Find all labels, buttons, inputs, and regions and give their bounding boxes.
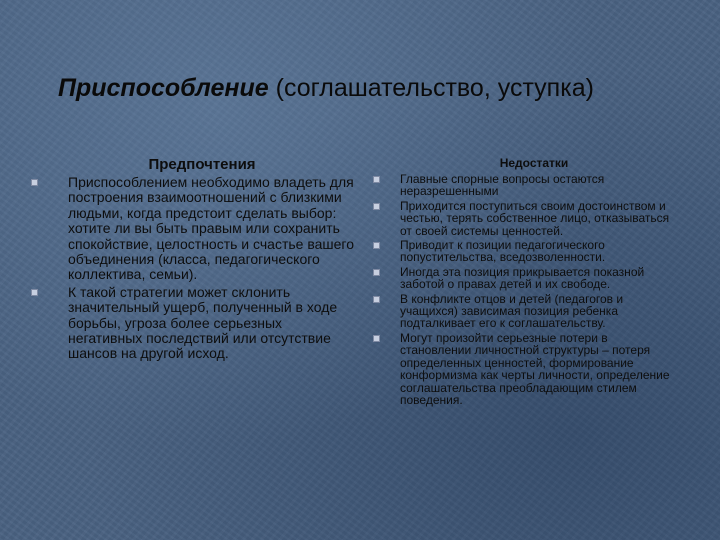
list-item	[372, 266, 672, 291]
bullet-icon	[31, 289, 38, 296]
slide-title-rest: (соглашательство, уступка)	[268, 74, 594, 102]
list-item-text: К такой стратегии может склонить значительный ущерб, полученный в ходе борьбы, угроза более серьезных негативных последствий или отсутствие шансов на другой исход.	[68, 283, 338, 362]
disadvantages-column	[372, 156, 672, 408]
list-item	[28, 285, 358, 362]
bullet-icon	[373, 296, 380, 303]
advantages-heading: Предпочтения	[148, 156, 256, 173]
list-item	[372, 173, 672, 198]
list-item-text: Приходится поступиться своим достоинством и честью, терять собственное лицо, отказываться от своей системы ценностей.	[400, 198, 670, 238]
list-item-text: Главные спорные вопросы остаются неразрешенными	[400, 172, 605, 199]
bullet-icon	[373, 203, 380, 210]
bullet-icon	[373, 335, 380, 342]
list-item	[372, 293, 672, 330]
slide-title-emphasis: Приспособление	[58, 74, 269, 102]
list-item-text: Могут произойти серьезные потери в становлении личностной структуры – потеря определенных ценностей, формирование конформизма как черты личности, определение соглашательства преобладающим стилем поведения.	[400, 330, 670, 407]
bullet-icon	[31, 179, 38, 186]
list-item-text: Приводит к позиции педагогического попустительства, вседозволенности.	[400, 238, 606, 265]
list-item-text: Приспособлением необходимо владеть для построения взаимоотношений с близкими людьми, когда предстоит сделать выбор: хотите ли вы быть правым или сохранить спокойствие, целостность и счастье вашего объединения (класса, педагогического коллектива, семьи).	[68, 174, 354, 283]
bullet-icon	[373, 242, 380, 249]
advantages-list	[28, 175, 358, 362]
disadvantages-list	[372, 173, 672, 406]
bullet-icon	[373, 176, 380, 183]
bullet-icon	[373, 269, 380, 276]
list-item-text: Иногда эта позиция прикрывается показной заботой о правах детей и их свободе.	[400, 264, 645, 292]
list-item	[28, 175, 358, 283]
list-item-text: В конфликте отцов и детей (педагогов и учащихся) зависимая позиция ребенка подталкивает его к соглашательству.	[400, 291, 624, 331]
list-item	[372, 239, 672, 264]
slide-title	[58, 74, 698, 103]
advantages-column	[28, 156, 358, 364]
list-item	[372, 200, 672, 237]
list-item	[372, 332, 672, 406]
disadvantages-heading: Недостатки	[499, 156, 569, 170]
